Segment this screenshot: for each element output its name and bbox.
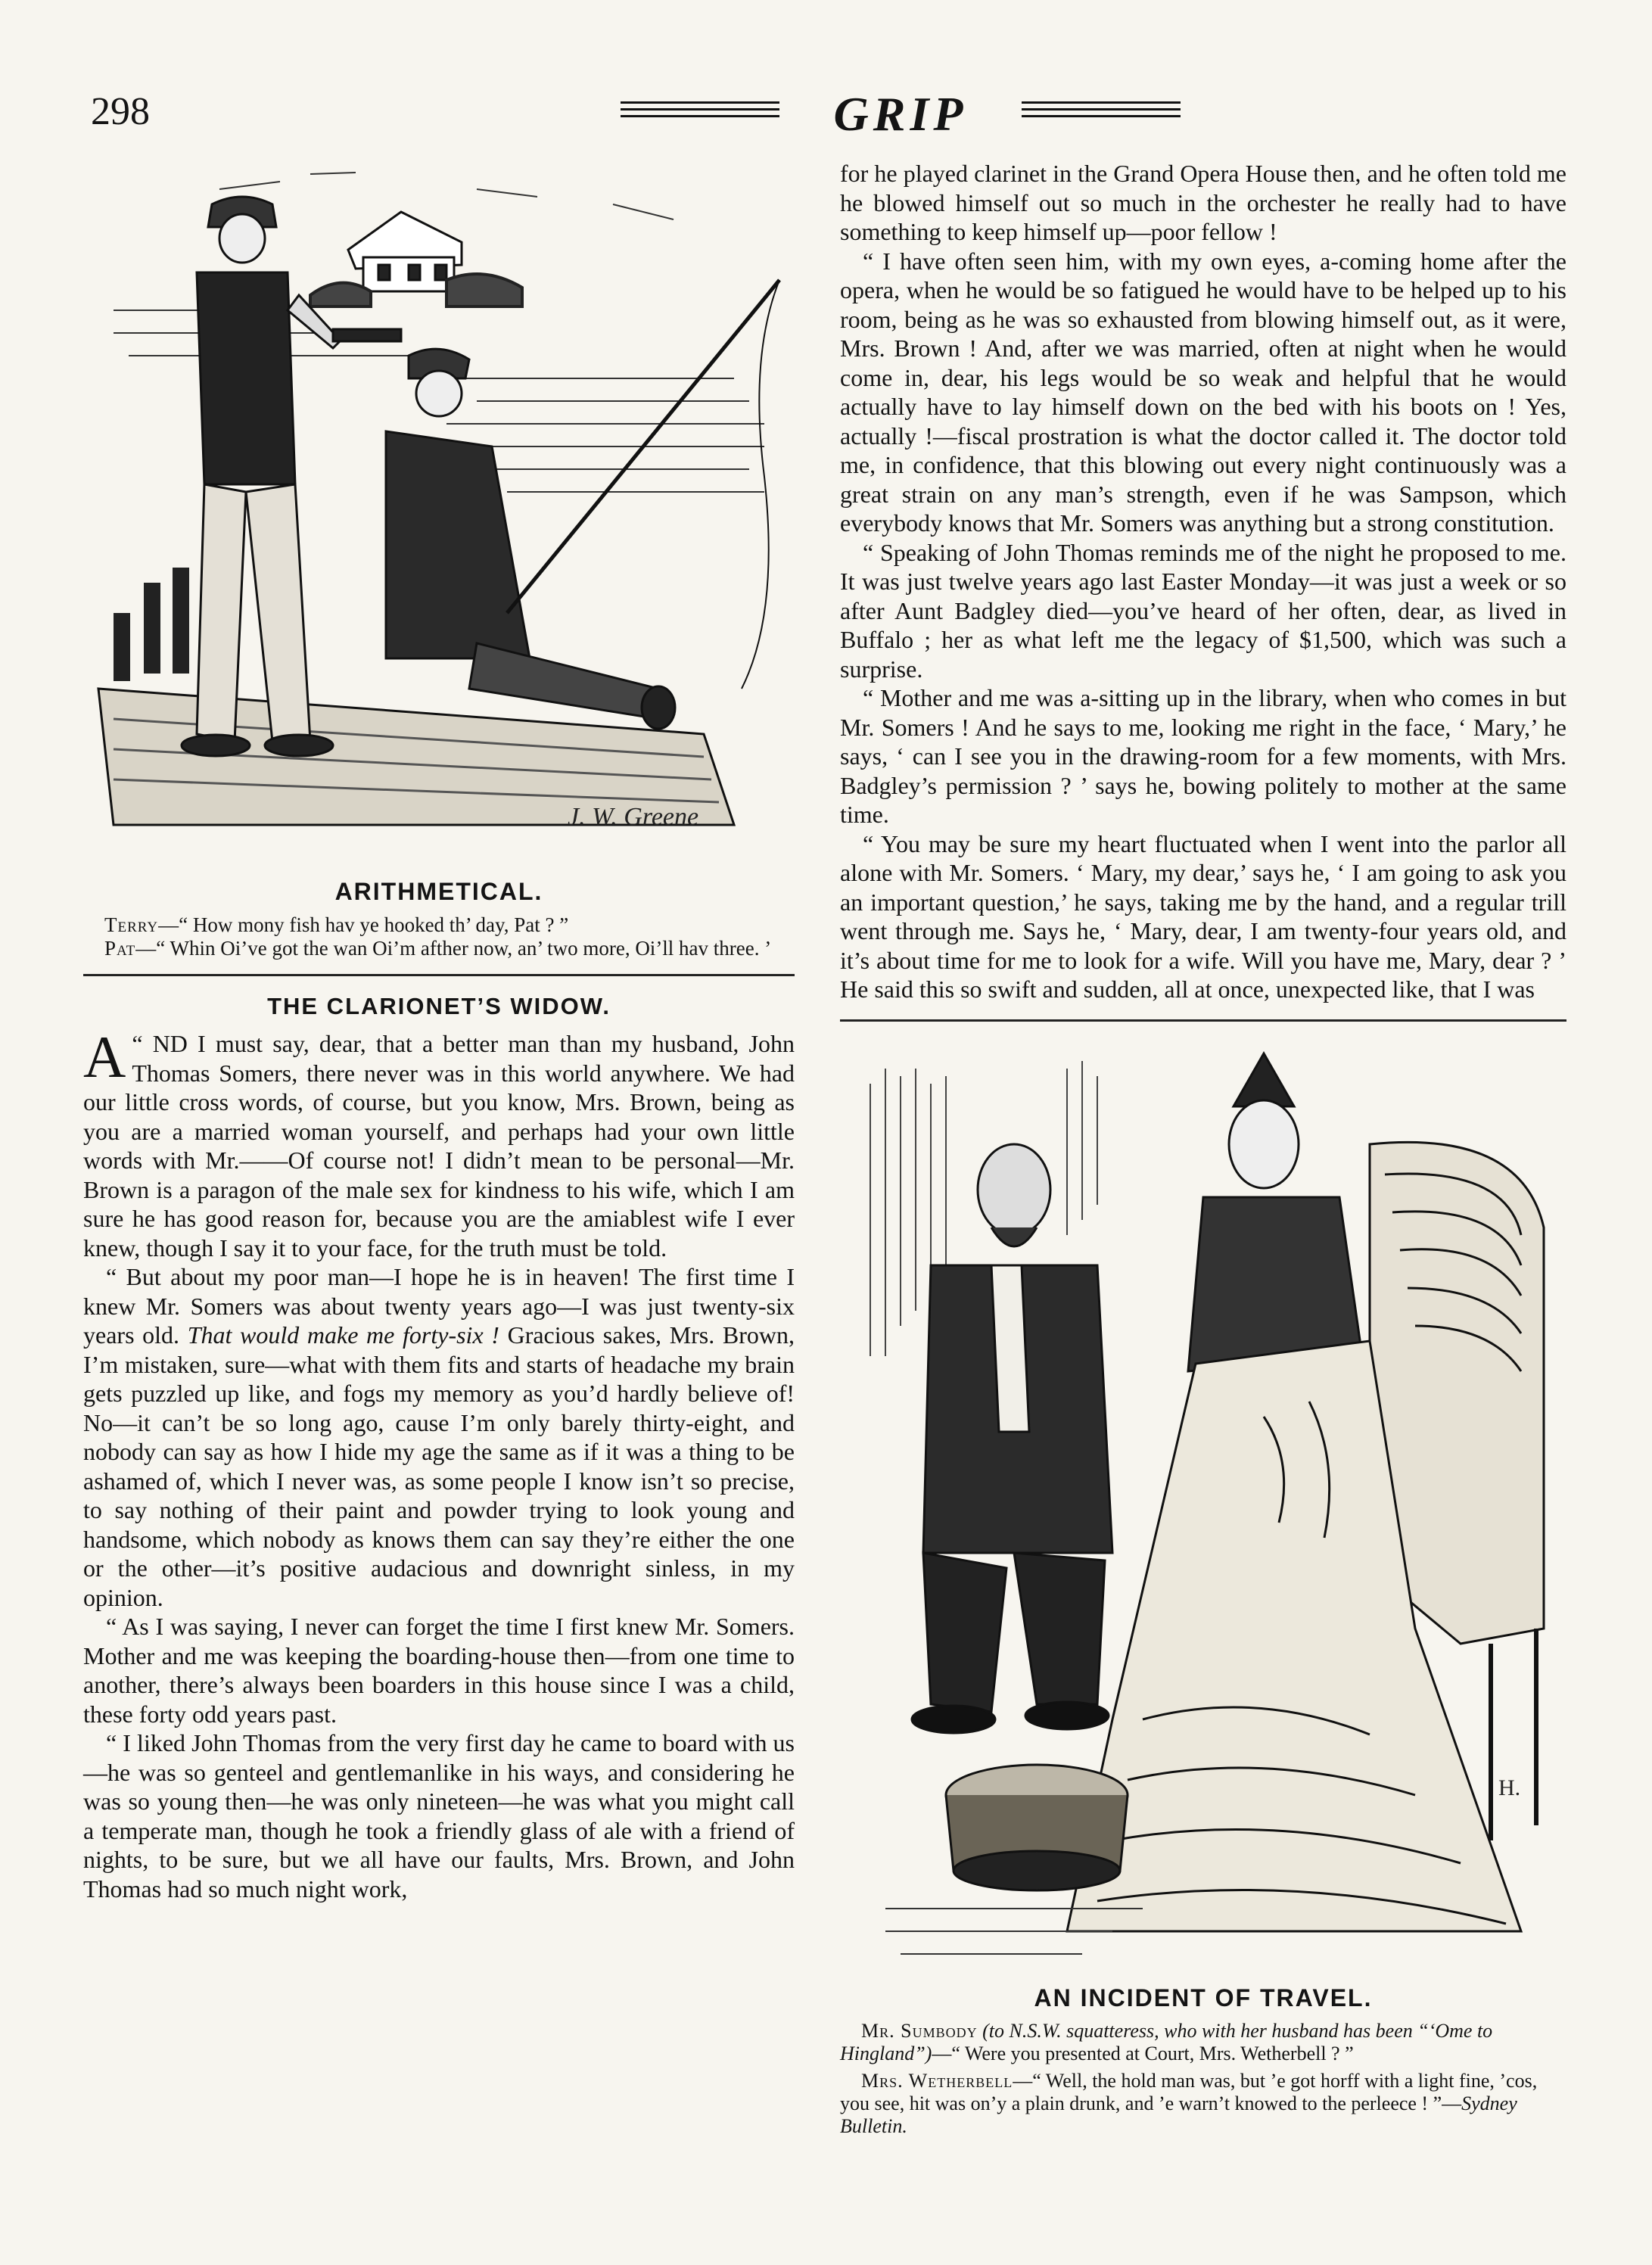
article-body-right — [840, 159, 1566, 1004]
masthead-title: GRIP — [833, 87, 968, 141]
article-body-left — [83, 1024, 795, 1903]
page-header — [91, 89, 1574, 142]
illustration-signature: H. — [1498, 1775, 1521, 1800]
article-paragraph: “ Mother and me was a-sitting up in the library, when who comes in but Mr. Somers ! And he says to me, looking me right in the face, ‘ Mary,’ he says, ‘ can I see you in the drawing-room for a few moments, with Mrs. Badgley’s permission ? ’ says he, bowing politely to mother at the same time. — [840, 684, 1566, 828]
article-title: THE CLARIONET’S WIDOW. — [267, 993, 611, 1019]
speaker: Pat — [104, 937, 136, 960]
speaker: Mrs. Wetherbell — [861, 2069, 1013, 2092]
left-column — [83, 159, 795, 1903]
masthead — [621, 89, 1181, 142]
article-paragraph: “ Speaking of John Thomas reminds me of the night he proposed to me. It was just twelve years ago last Easter Monday—it was just a week or so after Aunt Badgley died—you’ve heard of her often, dear, as lived in Buffalo ; her as what left me the legacy of $1,500, which was such a surprise. — [840, 538, 1566, 683]
speaker: Terry — [104, 913, 159, 936]
speaker: Mr. Sumbody — [861, 2019, 978, 2042]
section-divider — [83, 974, 795, 976]
article-paragraph: “ You may be sure my heart fluctuated when I went into the parlor all alone with Mr. Somers. ‘ Mary, my dear,’ says he, ‘ I am going to ask you an important question,’ he says, taking me by the hand, and a regular trill went through me. Says he, ‘ Mary, dear, I am twenty-four years old, and it’s about time for me to look for a wife. Will you have me, Mary, dear ? ’ He said this so swift and sudden, all at once, unexpected like, that I was — [840, 829, 1566, 1003]
fishing-illustration — [83, 159, 795, 863]
cartoon-title: AN INCIDENT OF TRAVEL. — [1034, 1983, 1373, 2011]
article-paragraph: “ I liked John Thomas from the very first day he came to board with us—he was so genteel and gentlemanlike in his ways, and considering he was so young then—he was only nineteen—he was what you might call a temperate man, though he took a friendly glass of ale with a friend of nights, to be sure, but we all have our faults, Mrs. Brown, and John Thomas had so much night work, — [83, 1729, 795, 1903]
article-paragraph: for he played clarinet in the Grand Opera House then, and he often told me he blowed himself out so much in the orchester he really had to have something to keep himself up—poor fellow ! — [840, 160, 1566, 245]
cartoon-dialogue — [840, 2020, 1566, 2138]
right-column — [840, 159, 1566, 2142]
article-paragraph: “ I have often seen him, with my own eyes, a-coming home after the opera, when he would be so fatigued he would have to be helped up to his room, being as he was so exhausted from blowing himself out, as it were, Mrs. Brown ! And, after we was married, often at night when he would come in, dear, his legs would be so weak and helpful that he would actually have to lay himself down on the bed with his boots on ! Yes, actually !—fiscal prostration is what the doctor called it. The doctor told me, in confidence, that this blowing out every night continuously was a great strain on any man’s strength, even if he was Sampson, which everybody knows that Mr. Somers was anything but a strong constitution. — [840, 247, 1566, 537]
dialogue-line: Mr. Sumbody (to N.S.W. squatteress, who with her husband has been “‘Ome to Hingland”)—“ Were you presented at Court, Mrs. Wetherbell ? ” — [840, 2019, 1493, 2064]
article-paragraph: “ As I was saying, I never can forget the time I first knew Mr. Somers. Mother and me was keeping the boarding-house then—from one time to another, there’s always been boarders in this house since I was a child, these forty odd years past. — [83, 1613, 795, 1728]
dialogue-line: Pat—“ Whin Oi’ve got the wan Oi’m afther now, an’ two more, Oi’ll hav three. ’ — [104, 937, 772, 960]
article-paragraph: “ A ND I must say, dear, that a better man than my husband, John Thomas Somers, there never was in this world anywhere. We had our little cross words, of course, but you know, Mrs. Brown, being as you are a married woman yourself, and perhaps had your own little words with Mr.——Of course not! I didn’t mean to be personal—Mr. Brown is a paragon of the male sex for kindness to his wife, which I am sure he has good reason for, because you are the amiablest wife I ever knew, though I say it to your face, for the truth must be told. — [83, 1024, 795, 1262]
source-credit: Sydney Bulletin. — [840, 2092, 1517, 2137]
article-paragraph: “ But about my poor man—I hope he is in heaven! The first time I knew Mr. Somers was about twenty years ago—I was just twenty-six years old. That would make me forty-six ! Gracious sakes, Mrs. Brown, I’m mistaken, sure—what with them fits and starts of headache my brain gets puzzled up like, and fogs my memory as you’d hardly believe of! No—it can’t be so long ago, cause I’m only barely thirty-eight, and nobody can say as how I hide my age the same as if it was a thing to be ashamed of, which I never was, as some people I know isn’t so precise, to say nothing of their paint and powder trying to look young and handsome, which nobody as knows them can say they’re either the one or the other—it’s positive audacious and downright sinless, in my opinion. — [83, 1263, 795, 1611]
page-number: 298 — [91, 90, 150, 133]
travel-illustration — [840, 1038, 1566, 1969]
masthead-rule-left — [621, 97, 779, 127]
dialogue-line: Mrs. Wetherbell—“ Well, the hold man was, but ’e got horff with a light fine, ’cos, you see, hit was on’y a plain drunk, and ’e warn’t knowed to the perleece ! ”—Sydney Bulletin. — [840, 2069, 1538, 2137]
cartoon-dialogue — [83, 913, 795, 960]
dialogue-line: Terry—“ How mony fish hav ye hooked th’ day, Pat ? ” — [104, 913, 569, 936]
cartoon-title: ARITHMETICAL. — [334, 878, 543, 905]
masthead-rule-right — [1022, 97, 1181, 127]
illustration-signature: J. W. Greene — [568, 803, 699, 831]
drop-cap: A — [83, 1024, 126, 1090]
section-divider — [840, 1019, 1566, 1022]
